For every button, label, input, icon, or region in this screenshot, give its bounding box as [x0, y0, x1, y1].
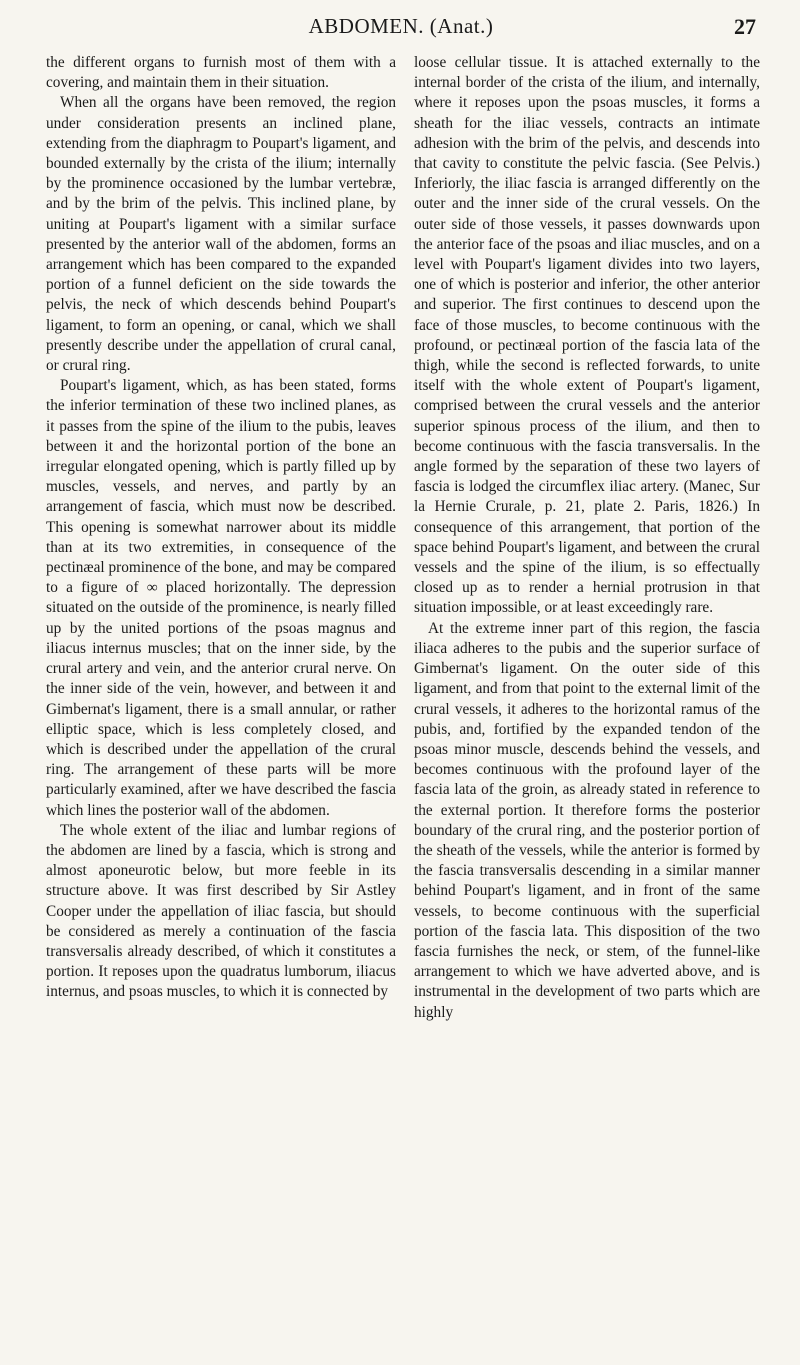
paragraph: Poupart's ligament, which, as has been stated, forms the inferior termination of these two inclined planes, as it passes from the spine of the ilium to the pubis, leaves between it and the horizontal portion of the bone an irregular elongated opening, which is partly filled up by muscles, vessels, and nerves, and partly by an arrangement of fascia, which must now be described. This opening is somewhat narrower about its middle than at its two extremities, in consequence of the pectinæal prominence of the bone, and may be compared to a figure of ∞ placed horizontally. The depression situated on the outside of the prominence, is nearly filled up by the united portions of the psoas magnus and iliacus internus muscles; that on the inner side, by the crural artery and vein, and the anterior crural nerve. On the inner side of the vein, however, and between it and Gimbernat's ligament, there is a small annular, or rather elliptic space, which is less completely closed, and which is described under the appellation of the crural ring. The arrangement of these parts will be more particularly examined, after we have described the fascia which lines the posterior wall of the abdomen. [46, 377, 396, 819]
paragraph: At the extreme inner part of this region, the fascia iliaca adheres to the pubis and the superior surface of Gimbernat's ligament. On the outer side of this ligament, and from that point to the external limit of the crural vessels, it adheres to the horizontal ramus of the pubis, and, fortified by the expanded tendon of the psoas minor muscle, descends behind the vessels, and becomes continuous with the profound layer of the fascia lata of the groin, as already stated in reference to the external portion. It therefore forms the posterior boundary of the crural ring, and the posterior portion of the sheath of the vessels, while the anterior is formed by the fascia transversalis descending in a similar manner behind Poupart's ligament, and in front of the same vessels, to become continuous with the superficial portion of the fascia lata. This disposition of the two fascia furnishes the neck, or stem, of the funnel-like arrangement to which we have adverted above, and is instrumental in the development of two parts which are highly [414, 619, 760, 1021]
right-column [414, 53, 760, 1023]
paragraph: loose cellular tissue. It is attached externally to the internal border of the crista of the ilium, and internally, where it reposes upon the psoas muscles, it forms a sheath for the iliac vessels, contracts an intimate adhesion with the brim of the pelvis, and descends into that cavity to constitute the pelvic fascia. (See Pelvis.) Inferiorly, the iliac fascia is arranged differently on the outer and the inner side of the crural vessels. On the outer side of those vessels, it passes downwards upon the anterior face of the psoas and iliac muscles, and on a level with Poupart's ligament divides into two layers, one of which is posterior and inferior, the other anterior and superior. The first continues to descend upon the face of those muscles, to become continuous with the profound, or pectinæal portion of the fascia lata of the thigh, while the second is reflected forwards, to unite itself with the whole extent of Poupart's ligament, comprised between the crural vessels and the anterior superior spinous process of the ilium, and then to become continuous with the fascia transversalis. In the angle formed by the separation of these two layers of fascia is lodged the circumflex iliac artery. (Manec, Sur la Hernie Crurale, p. 21, plate 2. Paris, 1826.) In consequence of this arrangement, that portion of the space behind Poupart's ligament, and between the crural vessels and the spine of the ilium, is so effectually closed up as to render a hernial protrusion in that situation impossible, or at least exceedingly rare. [414, 54, 760, 617]
running-header [46, 14, 756, 44]
paragraph: The whole extent of the iliac and lumbar regions of the abdomen are lined by a fascia, which is strong and almost aponeurotic below, but more feeble in its structure above. It was first described by Sir Astley Cooper under the appellation of iliac fascia, but should be considered as merely a continuation of the fascia transversalis already described, of which it constitutes a portion. It reposes upon the quadratus lumborum, iliacus internus, and psoas muscles, to which it is connected by [46, 821, 396, 1001]
page-number: 27 [734, 14, 756, 39]
running-title: ABDOMEN. (Anat.) [308, 14, 494, 38]
paragraph: When all the organs have been removed, the region under consideration presents an inclined plane, extending from the diaphragm to Poupart's ligament, and bounded externally by the crista of the ilium; internally by the prominence occasioned by the lumbar vertebræ, and by the brim of the pelvis. This inclined plane, by uniting at Poupart's ligament with a similar surface presented by the anterior wall of the abdomen, forms an arrangement which has been compared to the expanded portion of a funnel deficient on the side towards the pelvis, the neck of which descends behind Poupart's ligament, to form an opening, or canal, which we shall presently describe under the appellation of crural canal, or crural ring. [46, 94, 396, 375]
left-column [46, 53, 396, 1003]
paragraph: the different organs to furnish most of them with a covering, and maintain them in their situation. [46, 54, 396, 92]
